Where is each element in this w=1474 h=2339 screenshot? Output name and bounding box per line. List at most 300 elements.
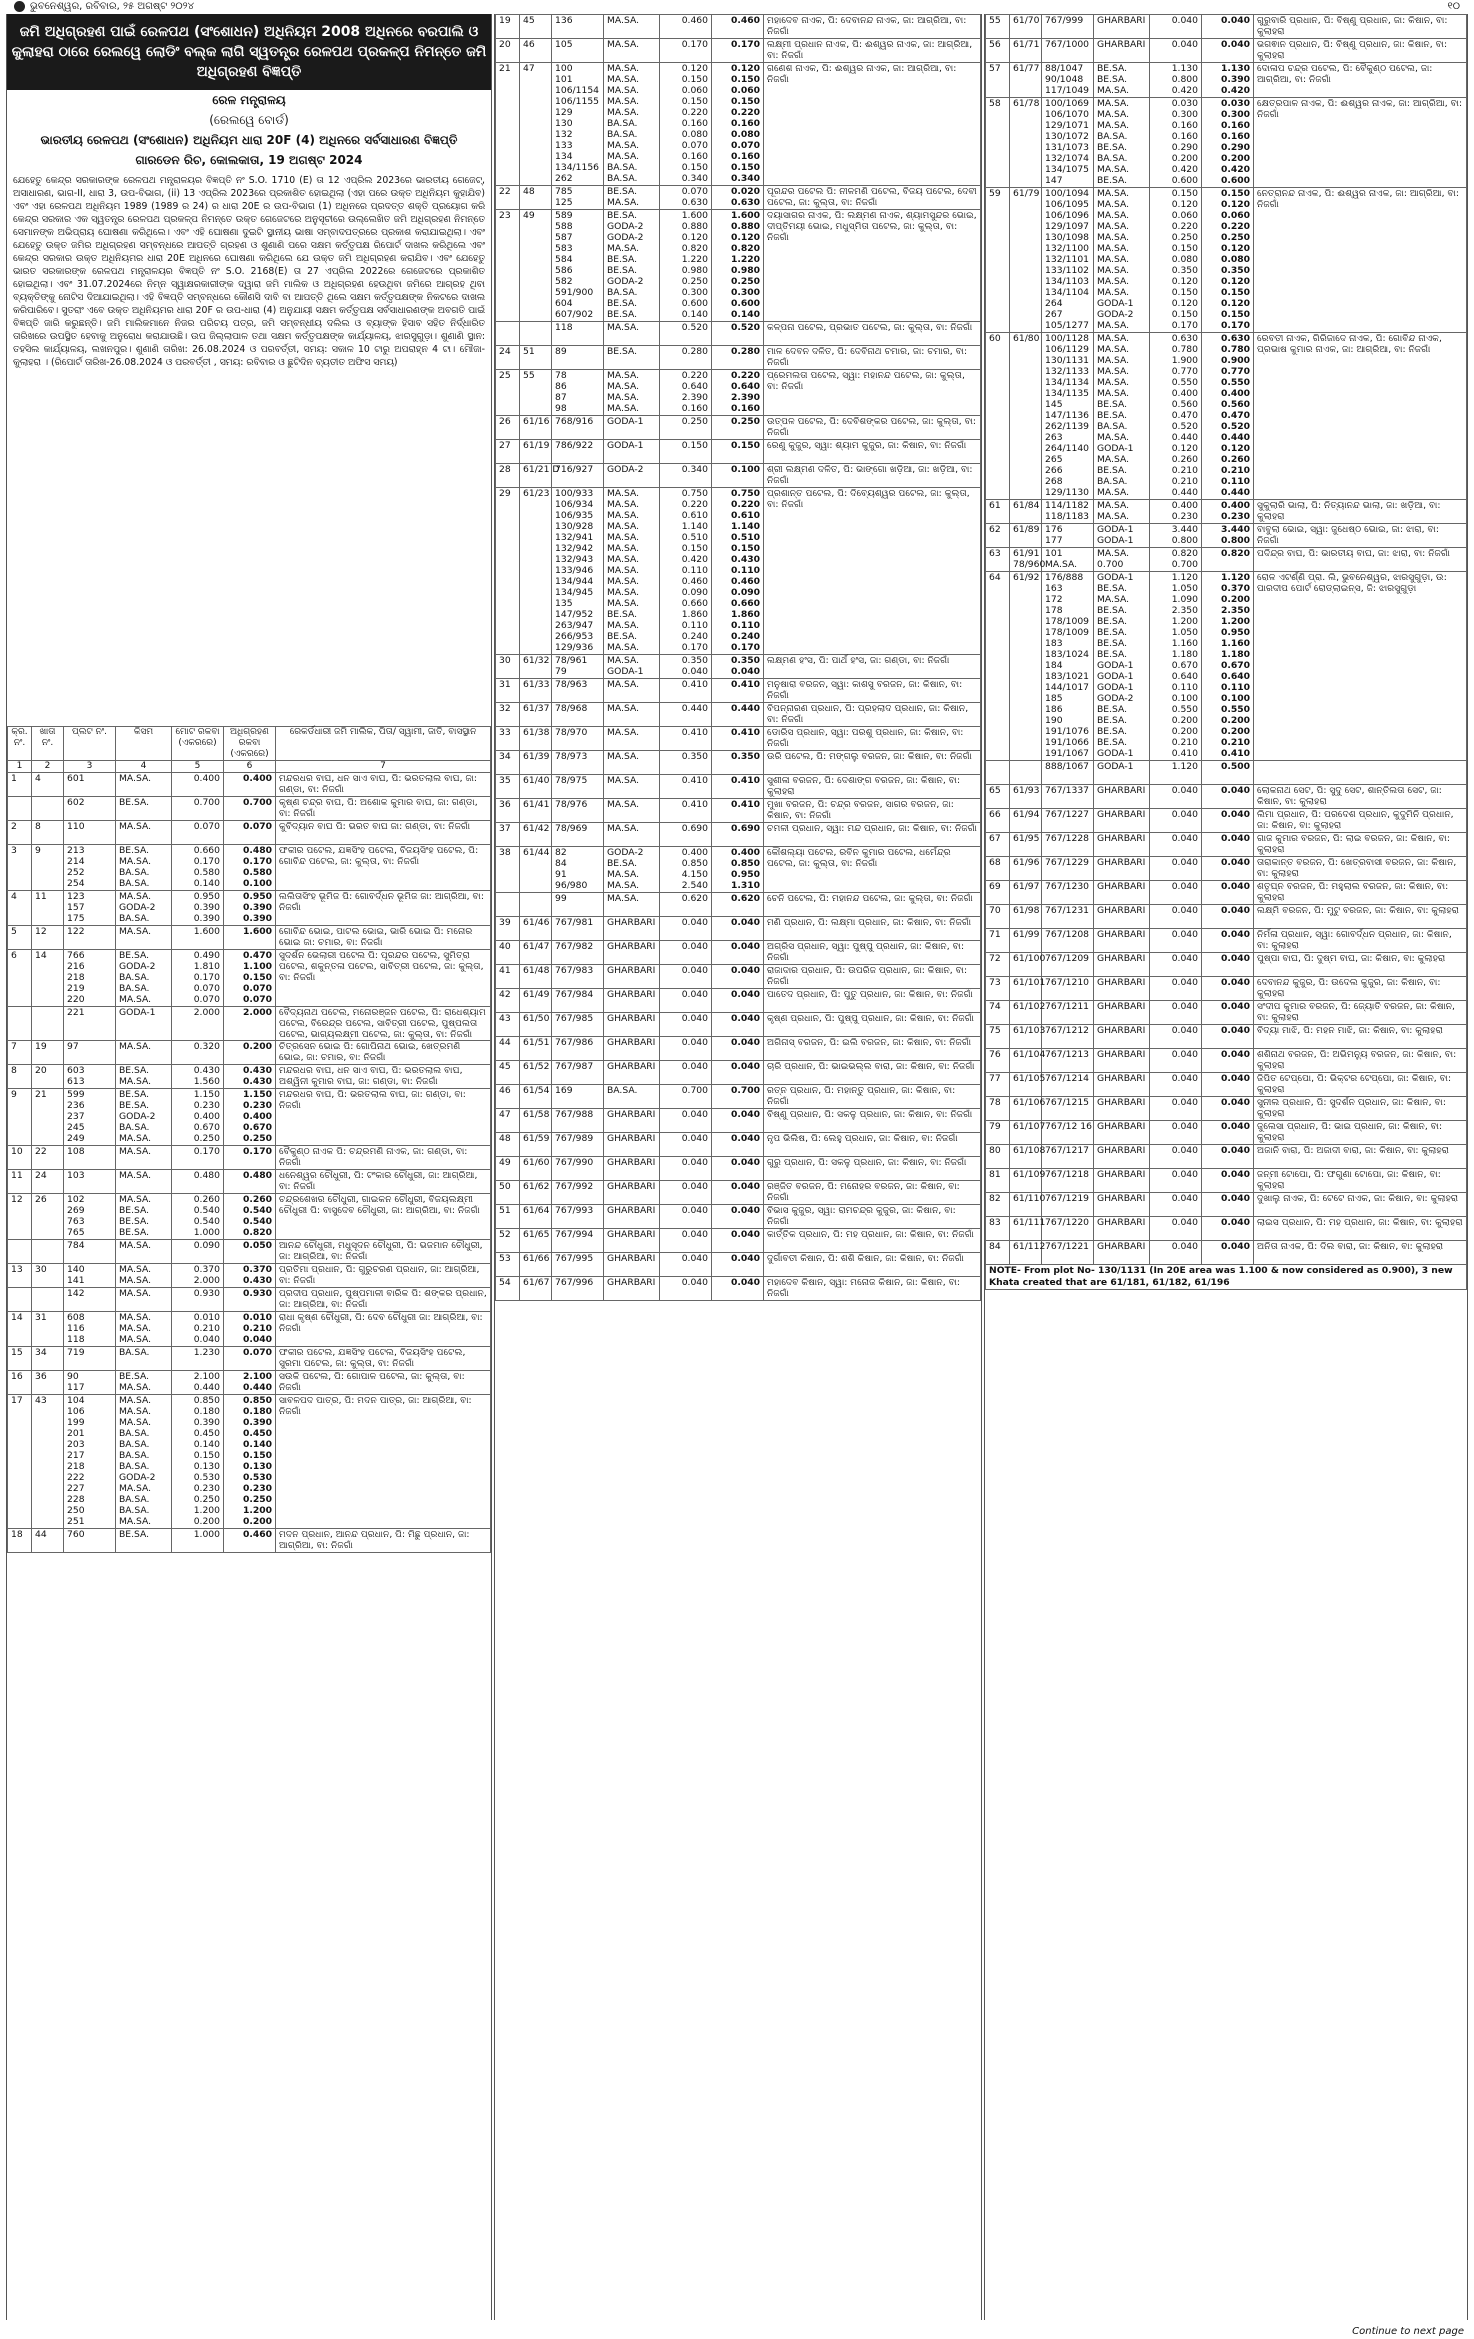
cell-serial: 68 <box>986 857 1010 881</box>
cell-serial: 81 <box>986 1169 1010 1193</box>
cell-kisam: MA.SA. <box>116 821 172 845</box>
cell-khata: 61/93 <box>1010 785 1042 809</box>
cell-khata: 61/96 <box>1010 857 1042 881</box>
cell-kisam: BE.SA. GODA-2 BA.SA. BA.SA. MA.SA. <box>116 950 172 1007</box>
cell-kisam: MA.SA. MA.SA. MA.SA. BA.SA. BA.SA. BA.SA. BA.SA. GODA-2 MA.SA. BA.SA. BA.SA. MA.SA. <box>116 1395 172 1529</box>
cell-khata: 31 <box>32 1312 64 1347</box>
cell-khata: 61/78 <box>1010 98 1042 188</box>
cell-khata: 61/105 <box>1010 1073 1042 1097</box>
cell-owner: ଶଶିନାଥ ବରଜନ, ପି: ଅଭିମନ୍ୟୁ ବରଜନ, ଜା: କିଷାନ, ବା: କୁଲାହରା <box>1254 1049 1467 1073</box>
cell-acquired-area: 0.470 1.100 0.150 0.070 0.070 <box>224 950 276 1007</box>
cell-owner: ସୁଶୀଳା ବରଜନ, ପି: ଦେଶାଙ୍ଗ ବରଜନ, ଜା: କିଷାନ, ବା: କୁଲାହରା <box>764 775 981 799</box>
cell-acquired-area: 0.850 0.180 0.390 0.450 0.140 0.150 0.130 0.530 0.230 0.250 1.200 0.200 <box>224 1395 276 1529</box>
cell-kisam: GHARBARI <box>1094 1241 1150 1265</box>
cell-kisam: GHARBARI <box>1094 1073 1150 1097</box>
cell-total-area: 3.440 0.800 <box>1150 524 1202 548</box>
cell-kisam: BE.SA. MA.SA. <box>116 1371 172 1395</box>
cell-total-area: 1.130 0.800 0.420 <box>1150 63 1202 98</box>
cell-serial: 30 <box>496 655 520 679</box>
cell-owner: ଦୋଳାପ ଚନ୍ଦ୍ର ପଟେଲ, ପି: ବୈକୁଣ୍ଠ ପଟେଲ, ଜା: ଆଗ୍ରିଆ, ବା: ନିଜଗାଁ <box>1254 63 1467 98</box>
cell-khata <box>1010 761 1042 785</box>
table-row <box>986 1169 1467 1193</box>
table-row <box>986 333 1467 500</box>
cell-plot: 140 141 <box>64 1264 116 1288</box>
cell-plot: 599 236 237 245 249 <box>64 1089 116 1146</box>
cell-plot: 716/927 <box>552 464 604 488</box>
cell-acquired-area: 0.040 <box>1202 881 1254 905</box>
cell-khata: 61/58 <box>520 1109 552 1133</box>
cell-serial: 11 <box>8 1170 32 1194</box>
cell-plot: 169 <box>552 1085 604 1109</box>
notice-board: (ରେଲୱେ ବୋର୍ଡ) <box>209 113 289 127</box>
cell-plot: 114/1182 118/1183 <box>1042 500 1094 524</box>
cell-plot: 767/990 <box>552 1157 604 1181</box>
cell-total-area: 0.040 <box>1150 1001 1202 1025</box>
cell-serial: 15 <box>8 1347 32 1371</box>
cell-kisam: MA.SA. <box>116 1170 172 1194</box>
cell-serial: 78 <box>986 1097 1010 1121</box>
cell-serial: 60 <box>986 333 1010 500</box>
cell-khata: 9 <box>32 845 64 891</box>
cell-owner: ପାତେଦ ପ୍ରଧାନ, ପି: ପୁତୁ ପ୍ରଧାନ, ଜା: କିଷାନ, ବା: ନିଜଗାଁ <box>764 989 981 1013</box>
cell-kisam: BE.SA. MA.SA. <box>116 1065 172 1089</box>
cell-total-area: 2.100 0.440 <box>172 1371 224 1395</box>
cell-owner: ରୋଳ ଏଟର୍ଣ୍ଣି ପ୍ରା. ଲି, ଭୁବନେଶ୍ୱର, ଝାରସୁଗୁଡ଼ା, ଉ: ପାରଦୀପ ପୋର୍ଟ ରୋଡ୍ଲାଇନ୍ସ, ଜି: ଝାରସୁଗୁଡ଼ା <box>1254 572 1467 761</box>
cell-kisam: MA.SA. <box>604 893 660 917</box>
table-row <box>8 926 491 950</box>
cell-plot: 108 <box>64 1146 116 1170</box>
cell-plot: 589 588 587 583 584 586 582 591/900 604 607/902 <box>552 210 604 322</box>
cell-plot: 767/995 <box>552 1253 604 1277</box>
table-row <box>496 799 981 823</box>
cell-plot: 78/975 <box>552 775 604 799</box>
cell-plot: 221 <box>64 1007 116 1041</box>
cell-serial: 3 <box>8 845 32 891</box>
cell-owner: ବିପନ୍ନାରଣ ପ୍ରଧାନ, ପି: ପ୍ରହଲାଦ ପ୍ରଧାନ, ଜା: କିଷାନ, ବା: ନିଜଗାଁ <box>764 703 981 727</box>
cell-khata <box>32 797 64 821</box>
cell-owner: ରଞ୍ଜିତ ବରଜନ, ପି: ମନୋହର ବରଜନ, ଜା: କିଷାନ, ବା: ନିଜଗାଁ <box>764 1181 981 1205</box>
cell-owner: ଦୟାସାଗର ନାଏକ, ପି: ଲକ୍ଷ୍ମଣ ନାଏକ, ଶ୍ୟାମସୁନ୍ଦର ଭୋଇ, ଦୀପ୍ତିମୟୀ ଭୋଇ, ମଧୁସ୍ମିତା ପଟେଲ, ଜା: କୁଲ୍ତା, ବା: ନିଜଗାଁ <box>764 210 981 322</box>
table-row <box>496 186 981 210</box>
cell-acquired-area: 0.040 <box>1202 1241 1254 1265</box>
table-row <box>8 891 491 926</box>
cell-total-area: 0.040 <box>1150 881 1202 905</box>
cell-owner: ରାଧା କୃଷ୍ଣ ଚୌଧୁରୀ, ପି: ଦେବ ଚୌଧୁରୀ ଜା: ଆଗ୍ରିଆ, ବା: ନିଜଗାଁ <box>276 1312 491 1347</box>
cell-owner: ମନ୍ଦରଧର ବାଘ, ଧନ ସାଏ ବାଘ, ପି: ଭରତଲାଲ ବାଘ, ଜା: ଗଣ୍ଡା, ବା: ନିଜଗାଁ <box>276 773 491 797</box>
cell-khata: 61/94 <box>1010 809 1042 833</box>
cell-plot: 142 <box>64 1288 116 1312</box>
cell-owner: ମଣି ପ୍ରଧାନ, ପି: ଲକ୍ଷ୍ମା ପ୍ରଧାନ, ଜା: କିଷାନ, ବା: ନିଜଗାଁ <box>764 917 981 941</box>
cell-acquired-area: 0.040 <box>1202 39 1254 63</box>
cell-acquired-area: 0.040 <box>1202 1049 1254 1073</box>
cell-kisam: GHARBARI <box>1094 809 1150 833</box>
cell-total-area: 0.040 <box>660 1061 712 1085</box>
cell-acquired-area: 0.410 <box>712 799 764 823</box>
table-row <box>986 548 1467 572</box>
cell-khata: 61/91 78/960 <box>1010 548 1042 572</box>
cell-acquired-area: 0.400 0.850 0.950 1.310 <box>712 847 764 893</box>
cell-serial: 72 <box>986 953 1010 977</box>
cell-kisam: GHARBARI <box>1094 905 1150 929</box>
cell-plot: 78/961 79 <box>552 655 604 679</box>
table-row <box>496 893 981 917</box>
table-row <box>986 1073 1467 1097</box>
cell-khata <box>520 322 552 346</box>
cell-kisam: GHARBARI <box>1094 977 1150 1001</box>
cell-acquired-area: 0.040 <box>712 1037 764 1061</box>
cell-acquired-area: 0.040 <box>712 1013 764 1037</box>
cell-kisam: MA.SA. MA.SA. MA.SA. MA.SA. MA.SA. MA.SA. BE.SA. BE.SA. BA.SA. MA.SA. GODA-1 MA.SA. BE.SA. BA.SA. MA.SA. <box>1094 333 1150 500</box>
cell-acquired-area: 0.620 <box>712 893 764 917</box>
cell-kisam: MA.SA. MA.SA. MA.SA. MA.SA. MA.SA. MA.SA. MA.SA. MA.SA. MA.SA. MA.SA. MA.SA. BE.SA. MA.SA. BE.SA. MA.SA. <box>604 488 660 655</box>
cell-acquired-area: 2.000 <box>224 1007 276 1041</box>
cell-total-area: 0.930 <box>172 1288 224 1312</box>
cell-total-area: 0.750 0.220 0.610 1.140 0.510 0.150 0.420 0.110 0.460 0.090 0.660 1.860 0.110 0.240 0.170 <box>660 488 712 655</box>
table-row <box>8 1264 491 1288</box>
cell-kisam: GHARBARI <box>1094 929 1150 953</box>
cell-serial: 67 <box>986 833 1010 857</box>
cell-kisam: BE.SA. MA.SA. BA.SA. BA.SA. <box>116 845 172 891</box>
table-row <box>986 63 1467 98</box>
cell-khata: 61/40 <box>520 775 552 799</box>
cell-owner: ଅଗ୍ରିସ ପ୍ରଧାନ, ସ୍ୱା: ପୁଷ୍ପୁ ପ୍ରଧାନ, ଜା: କିଷାନ, ବା: ନିଜଗାଁ <box>764 941 981 965</box>
table-row <box>986 953 1467 977</box>
cell-kisam: BA.SA. <box>604 1085 660 1109</box>
cell-serial: 26 <box>496 416 520 440</box>
table-row <box>496 917 981 941</box>
cell-owner: ସୁକୁଲାରି ଭାଲା, ପି: ନିତ୍ୟାନନ୍ଦ ଭାଲା, ଜା: ଖଡ଼ିଆ, ବା: କୁଲାହରା <box>1254 500 1467 524</box>
cell-owner: ଚମଳୀ ପ୍ରଧାନ, ସ୍ୱା: ମନ୍ଦ ପ୍ରଧାନ, ଜା: କିଷାନ, ବା: ନିଜଗାଁ <box>764 823 981 847</box>
cell-total-area: 1.000 <box>172 1529 224 1553</box>
cell-total-area: 0.410 <box>660 799 712 823</box>
cell-serial: 40 <box>496 941 520 965</box>
cell-plot: 767/984 <box>552 989 604 1013</box>
cell-owner: କୃଷ୍ଣ ଚନ୍ଦ୍ର ବାଘ, ପି: ଅଶୋକ କୁମାର ବାଘ, ଜା: ଗଣ୍ଡା, ବା: ନିଜଗାଁ <box>276 797 491 821</box>
cell-owner: ଚାରି ପ୍ରଧାନ, ପି: ଭାଇଭଲ୍ଲ ବାରା, ଜା: କିଷାନ, ବା: ନିଜଗାଁ <box>764 1061 981 1085</box>
cell-kisam: GHARBARI <box>1094 1193 1150 1217</box>
cell-acquired-area: 2.100 0.440 <box>224 1371 276 1395</box>
cell-plot: 767/981 <box>552 917 604 941</box>
table-row <box>8 1194 491 1240</box>
cell-owner: ଲଲିତାସିଂହ ଭୂମିଜ ପି: ଗୋବର୍ଦ୍ଧନ ଭୂମିଜ ଜା: ଆଗ୍ରିଆ, ବା: ନିଜଗାଁ <box>276 891 491 926</box>
cell-owner: ଗଣେଶ ନାଏକ, ପି: ଈଶ୍ୱର ନାଏକ, ଜା: ଆଗ୍ରିଆ, ବା: ନିଜଗାଁ <box>764 63 981 186</box>
cell-kisam: GHARBARI <box>604 1133 660 1157</box>
cell-khata: 61/97 <box>1010 881 1042 905</box>
continue-note: Continue to next page <box>1352 2326 1464 2337</box>
table-row <box>986 1049 1467 1073</box>
table-row <box>986 905 1467 929</box>
cell-kisam: GHARBARI <box>604 917 660 941</box>
cell-plot: 767/1215 <box>1042 1097 1094 1121</box>
cell-owner: କୃଷ୍ଣ ପ୍ରଧାନ, ପି: ପୁଷ୍ପୁ ପ୍ରଧାନ, ଜା: କିଷାନ, ବା: ନିଜଗାଁ <box>764 1013 981 1037</box>
cell-serial: 19 <box>496 15 520 39</box>
table-row <box>496 1133 981 1157</box>
cell-serial: 5 <box>8 926 32 950</box>
cell-serial: 39 <box>496 917 520 941</box>
table-row <box>8 1395 491 1529</box>
cell-total-area: 0.040 <box>1150 953 1202 977</box>
cell-serial <box>496 893 520 917</box>
cell-total-area: 0.040 <box>1150 905 1202 929</box>
cell-khata: 61/108 <box>1010 1145 1042 1169</box>
cell-plot: 767/986 <box>552 1037 604 1061</box>
table-row <box>986 572 1467 761</box>
cell-owner: ମହାଦେବ ନାଏକ, ପି: ଦେବାନନ୍ଦ ନାଏକ, ଜା: ଆଗ୍ରିଆ, ବା: ନିଜଗାଁ <box>764 15 981 39</box>
cell-kisam: MA.SA. GODA-1 <box>604 655 660 679</box>
cell-khata: 61/33 <box>520 679 552 703</box>
cell-khata: 48 <box>520 186 552 210</box>
cell-acquired-area: 0.150 0.120 0.060 0.220 0.250 0.120 0.080 0.350 0.120 0.150 0.120 0.150 0.170 <box>1202 188 1254 333</box>
cell-acquired-area: 0.040 <box>1202 1025 1254 1049</box>
cell-serial: 14 <box>8 1312 32 1347</box>
cell-khata: 61/23 <box>520 488 552 655</box>
cell-serial: 45 <box>496 1061 520 1085</box>
cell-total-area: 0.950 0.390 0.390 <box>172 891 224 926</box>
cell-serial: 41 <box>496 965 520 989</box>
cell-total-area: 1.120 <box>1150 761 1202 785</box>
cell-total-area: 0.040 <box>660 1253 712 1277</box>
header-number-acquired-area: 6 <box>224 761 276 773</box>
cell-total-area: 0.040 <box>1150 15 1202 39</box>
cell-khata: 61/47 <box>520 941 552 965</box>
table-row <box>8 1529 491 1553</box>
cell-serial: 13 <box>8 1264 32 1288</box>
cell-acquired-area: 0.280 <box>712 346 764 370</box>
cell-kisam: MA.SA. <box>604 799 660 823</box>
cell-kisam: GHARBARI <box>604 941 660 965</box>
cell-khata <box>520 893 552 917</box>
cell-khata: 61/95 <box>1010 833 1042 857</box>
cell-acquired-area: 0.040 <box>1202 905 1254 929</box>
cell-kisam: GHARBARI <box>1094 1097 1150 1121</box>
cell-owner: ଡୋରିସ ପ୍ରଧାନ, ସ୍ୱା: ପରଶୁ ପ୍ରଧାନ, ଜା: କିଷାନ, ବା: ନିଜଗାଁ <box>764 727 981 751</box>
cell-plot: 78/970 <box>552 727 604 751</box>
table-row <box>986 977 1467 1001</box>
cell-total-area: 0.040 <box>660 1157 712 1181</box>
cell-serial: 24 <box>496 346 520 370</box>
cell-plot: 767/996 <box>552 1277 604 1301</box>
cell-serial <box>8 1288 32 1312</box>
cell-plot: 601 <box>64 773 116 797</box>
table-row <box>986 500 1467 524</box>
cell-kisam: MA.SA. <box>604 39 660 63</box>
page-header <box>14 0 1460 14</box>
cell-serial: 63 <box>986 548 1010 572</box>
table-header-row <box>8 727 491 761</box>
table-row <box>986 1241 1467 1265</box>
cell-acquired-area: 0.040 <box>1202 809 1254 833</box>
cell-acquired-area: 0.040 <box>712 989 764 1013</box>
cell-serial: 44 <box>496 1037 520 1061</box>
cell-acquired-area: 0.220 0.640 2.390 0.160 <box>712 370 764 416</box>
cell-serial: 80 <box>986 1145 1010 1169</box>
cell-serial <box>496 322 520 346</box>
cell-acquired-area: 0.040 <box>712 1157 764 1181</box>
table-row <box>496 1037 981 1061</box>
cell-plot: 767/999 <box>1042 15 1094 39</box>
cell-total-area: 0.040 <box>1150 1217 1202 1241</box>
cell-kisam: MA.SA. <box>604 751 660 775</box>
table-row <box>496 1013 981 1037</box>
table-row <box>986 1217 1467 1241</box>
cell-acquired-area: 0.370 0.430 <box>224 1264 276 1288</box>
cell-acquired-area: 0.460 <box>224 1529 276 1553</box>
cell-khata: 61/49 <box>520 989 552 1013</box>
cell-acquired-area: 0.040 <box>712 1205 764 1229</box>
cell-kisam: MA.SA. MA.SA. <box>116 1264 172 1288</box>
cell-acquired-area: 0.750 0.220 0.610 1.140 0.510 0.150 0.430 0.110 0.460 0.090 0.660 1.860 0.110 0.240 0.170 <box>712 488 764 655</box>
cell-acquired-area: 0.040 <box>1202 1097 1254 1121</box>
cell-serial: 4 <box>8 891 32 926</box>
cell-owner: ମନ୍ଦରଧର ବାଘ, ପି: ଭରତଲାଲ ବାଘ, ଜା: ଗଣ୍ଡା, ବା: ନିଜଗାଁ <box>276 1089 491 1146</box>
cell-khata: 47 <box>520 63 552 186</box>
column-2 <box>494 14 982 2320</box>
cell-khata: 61/41 <box>520 799 552 823</box>
cell-plot: 768/916 <box>552 416 604 440</box>
cell-serial: 47 <box>496 1109 520 1133</box>
cell-owner: ପଦିନ୍ଦ୍ର ବାଘ, ପି: ଭାରତୀୟ ବାଘ, ଜା: ଝାରା, ବା: ନିଜଗାଁ <box>1254 548 1467 572</box>
cell-owner: ଦେବାନନ୍ଦ କୁଜୁର, ପି: ଉଦେଲ କୁଜୁର, ଜା: କିଷାନ, ବା: କୁଲାହରା <box>1254 977 1467 1001</box>
cell-owner: ନେତ୍ରାନନ୍ଦ ନାଏକ, ପି: ଈଶ୍ୱର ନାଏକ, ଜା: ଆଗ୍ରିଆ, ବା: ନିଜଗାଁ <box>1254 188 1467 333</box>
cell-total-area: 0.220 0.640 2.390 0.160 <box>660 370 712 416</box>
table-row <box>496 488 981 655</box>
cell-khata: 61/99 <box>1010 929 1042 953</box>
cell-serial: 34 <box>496 751 520 775</box>
cell-owner: ଗୁରୁବାରି ପ୍ରଧାନ, ପି: ବିଷ୍ଣୁ ପ୍ରଧାନ, ଜା: କିଷାନ, ବା: କୁଲାହରା <box>1254 15 1467 39</box>
cell-serial: 69 <box>986 881 1010 905</box>
cell-plot: 176/888 163 172 178 178/1009 178/1009 183 183/1024 184 183/1021 144/1017 185 186 190 191/1076 191/1066 191/1067 <box>1042 572 1094 761</box>
cell-kisam: MA.SA. <box>116 1146 172 1170</box>
table-row <box>496 1109 981 1133</box>
cell-owner: ଦୁଖାଲୁ ନାଏକ, ପି: ଟେଟେ ନାଏକ, ଜା: କିଷାନ, ବା: କୁଲାହରା <box>1254 1193 1467 1217</box>
cell-khata: 55 <box>520 370 552 416</box>
cell-serial: 77 <box>986 1073 1010 1097</box>
cell-serial: 57 <box>986 63 1010 98</box>
cell-acquired-area: 0.690 <box>712 823 764 847</box>
cell-total-area: 0.690 <box>660 823 712 847</box>
cell-serial: 71 <box>986 929 1010 953</box>
cell-owner: ମନୁଷାରା ବରଜନ, ସ୍ୱା: କାଶସୁ ବରଜନ, ଜା: କିଷାନ, ବା: ନିଜଗାଁ <box>764 679 981 703</box>
cell-owner: ବାବୁଲା ଭୋଇ, ସ୍ୱା: ଜୁଧେଷ୍ଠ ଭୋଇ, ଜା: ଝାରା, ବା: ନିଜଗାଁ <box>1254 524 1467 548</box>
table-row <box>496 751 981 775</box>
cell-acquired-area: 0.950 0.390 0.390 <box>224 891 276 926</box>
cell-owner: ଜିପିତ ଟେପ୍ପୋ, ପି: ଭିକ୍ଟର ଟେପ୍ପୋ, ଜା: କିଷାନ, ବା: କୁଲାହରା <box>1254 1073 1467 1097</box>
cell-kisam: GHARBARI <box>1094 39 1150 63</box>
cell-total-area: 0.370 2.000 <box>172 1264 224 1288</box>
table-row <box>496 464 981 488</box>
cell-khata: 61/70 <box>1010 15 1042 39</box>
cell-owner: ମୁଖା ବରଜନ, ପି: ଚନ୍ଦ୍ର ବରଜନ, ସାଗର ବରଜନ, ଜା: କିଷାନ, ବା: ନିଜଗାଁ <box>764 799 981 823</box>
cell-owner: ଫକୀର ପଟେଲ, ଯଜ୍ଞସିଂହ ପଟେଲ, ବିଜୟସିଂହ ପଟେଲ, ପି: ଗୋବିନ୍ଦ ପଟେଲ, ଜା: କୁଲ୍ତା, ବା: ନିଜଗାଁ <box>276 845 491 891</box>
cell-acquired-area: 0.020 0.630 <box>712 186 764 210</box>
cell-acquired-area: 0.040 <box>712 917 764 941</box>
cell-plot: 78/973 <box>552 751 604 775</box>
table-row <box>986 1025 1467 1049</box>
cell-khata: 61/84 <box>1010 500 1042 524</box>
cell-khata: 51 <box>520 346 552 370</box>
cell-plot: 767/1211 <box>1042 1001 1094 1025</box>
table-row <box>8 821 491 845</box>
cell-owner: ଲକ୍ଷ୍ମଣ ହଂସ, ପି: ପାର୍ଥ ହଂସ, ଜା: ଗଣ୍ଡା, ବା: ନିଜଗାଁ <box>764 655 981 679</box>
cell-khata: 61/37 <box>520 703 552 727</box>
cell-khata: 61/111 <box>1010 1217 1042 1241</box>
cell-plot: 767/1227 <box>1042 809 1094 833</box>
table-row <box>986 1145 1467 1169</box>
cell-serial: 73 <box>986 977 1010 1001</box>
cell-total-area: 1.120 1.050 1.090 2.350 1.200 1.050 1.160 1.180 0.670 0.640 0.110 0.100 0.550 0.200 0.200 0.210 0.410 <box>1150 572 1202 761</box>
cell-owner: ରତ୍ନ ପ୍ରଧାନ, ପି: ମହାନ୍ତୁ ପ୍ରଧାନ, ଜା: କିଷାନ, ବା: ନିଜଗାଁ <box>764 1085 981 1109</box>
cell-total-area: 0.040 <box>660 1277 712 1301</box>
cell-owner: କୌଶଲ୍ୟା ପଟେଲ, ରବିନ କୁମାର ପଟେଲ, ଧର୍ମେନ୍ଦ୍ର ପଟେଲ, ଜା: କୁଲ୍ତା, ବା: ନିଜଗାଁ <box>764 847 981 893</box>
cell-owner: ମାଳ ଦେବନ ଦଳିତ, ପି: ଦେବିନାଥ ଚମାର, ଜା: ଚମାର, ବା: ନିଜଗାଁ <box>764 346 981 370</box>
cell-serial: 49 <box>496 1157 520 1181</box>
notice-ministry: ରେଳ ମନ୍ତ୍ରାଳୟ <box>212 93 286 107</box>
cell-kisam: GHARBARI <box>1094 15 1150 39</box>
cell-total-area: 0.040 <box>660 1133 712 1157</box>
cell-kisam: GHARBARI <box>604 1181 660 1205</box>
cell-acquired-area: 1.600 <box>224 926 276 950</box>
table-row <box>496 965 981 989</box>
header-plot: ପ୍ଲଟ ନଂ. <box>64 727 116 761</box>
cell-khata: 61/112 <box>1010 1241 1042 1265</box>
table-row <box>496 679 981 703</box>
cell-acquired-area: 0.400 0.230 <box>1202 500 1254 524</box>
cell-owner: ଉରି ପଟେଲ, ପି: ମଙ୍ଗଲୁ ବରଜନ, ଜା: କିଷାନ, ବା: ନିଜଗାଁ <box>764 751 981 775</box>
cell-acquired-area: 0.040 <box>1202 1217 1254 1241</box>
cell-total-area: 0.430 1.560 <box>172 1065 224 1089</box>
cell-plot: 100/1128 106/1129 130/1131 132/1133 134/1134 134/1135 145 147/1136 262/1139 263 264/1140 265 266 268 129/1130 <box>1042 333 1094 500</box>
cell-owner: ନିର୍ମଳା ପ୍ରଧାନ, ସ୍ୱା: ଗୋବର୍ଦ୍ଧନ ପ୍ରଧାନ, ଜା: କିଷାନ, ବା: କୁଲାହରା <box>1254 929 1467 953</box>
cell-plot: 785 125 <box>552 186 604 210</box>
cell-plot: 767/992 <box>552 1181 604 1205</box>
cell-serial: 7 <box>8 1041 32 1065</box>
header-left <box>14 0 194 14</box>
cell-kisam: GHARBARI <box>604 1061 660 1085</box>
table-row <box>496 655 981 679</box>
cell-total-area: 0.350 0.040 <box>660 655 712 679</box>
cell-total-area: 0.170 <box>172 1146 224 1170</box>
cell-owner: ଲୋକନାଥ ସେଟ, ପି: ସୁଦୁ ସେଟ, ଶାନ୍ତିଲତା ସେଟ, ଜା: କିଷାନ, ବା: କୁଲାହରା <box>1254 785 1467 809</box>
cell-acquired-area: 0.820 <box>1202 548 1254 572</box>
cell-plot: 97 <box>64 1041 116 1065</box>
cell-serial: 74 <box>986 1001 1010 1025</box>
cell-serial: 17 <box>8 1395 32 1529</box>
cell-plot: 760 <box>64 1529 116 1553</box>
table-row <box>496 1181 981 1205</box>
cell-khata: 61/54 <box>520 1085 552 1109</box>
cell-serial: 16 <box>8 1371 32 1395</box>
cell-owner: ତାରାକାନ୍ତ ବରଜନ, ପି: ଖେତ୍ରବାସୀ ବରଜନ, ଜା: କିଷାନ, ବା: କୁଲାହରା <box>1254 857 1467 881</box>
cell-owner: ଗାଜ କୁମାର ବରଜନ, ପି: ଲାଇ ବରଜନ, ଜା: କିଷାନ, ବା: କୁଲାହରା <box>1254 833 1467 857</box>
cell-serial: 35 <box>496 775 520 799</box>
header-date: ଭୁବନେଶ୍ୱର, ରବିବାର, ୨୫ ଅଗଷ୍ଟ ୨୦୨୪ <box>30 1 195 12</box>
cell-kisam: MA.SA. MA.SA. MA.SA. MA.SA. MA.SA. BA.SA. BA.SA. MA.SA. MA.SA. BA.SA. BA.SA. <box>604 63 660 186</box>
cell-acquired-area: 0.500 <box>1202 761 1254 785</box>
cell-owner: ବିଭାସ କୁଜୁର, ସ୍ୱା: ରାମଚନ୍ଦ୍ର କୁଜୁର, ଜା: କିଷାନ, ବା: ନିଜଗାଁ <box>764 1205 981 1229</box>
cell-owner: ଦୁର୍ଗାବତୀ କିଷାନ, ପି: ଶଶି କିଷାନ, ଜା: କିଷାନ, ବା: ନିଜଗାଁ <box>764 1253 981 1277</box>
cell-serial: 31 <box>496 679 520 703</box>
cell-total-area: 0.070 0.630 <box>660 186 712 210</box>
cell-total-area: 0.280 <box>660 346 712 370</box>
cell-acquired-area: 0.010 0.210 0.040 <box>224 1312 276 1347</box>
table-row <box>8 1288 491 1312</box>
cell-serial: 10 <box>8 1146 32 1170</box>
cell-serial: 42 <box>496 989 520 1013</box>
cell-acquired-area: 0.700 <box>712 1085 764 1109</box>
cell-acquired-area: 0.520 <box>712 322 764 346</box>
cell-total-area: 0.400 0.850 4.150 2.540 <box>660 847 712 893</box>
cell-acquired-area: 0.480 0.170 0.580 0.100 <box>224 845 276 891</box>
